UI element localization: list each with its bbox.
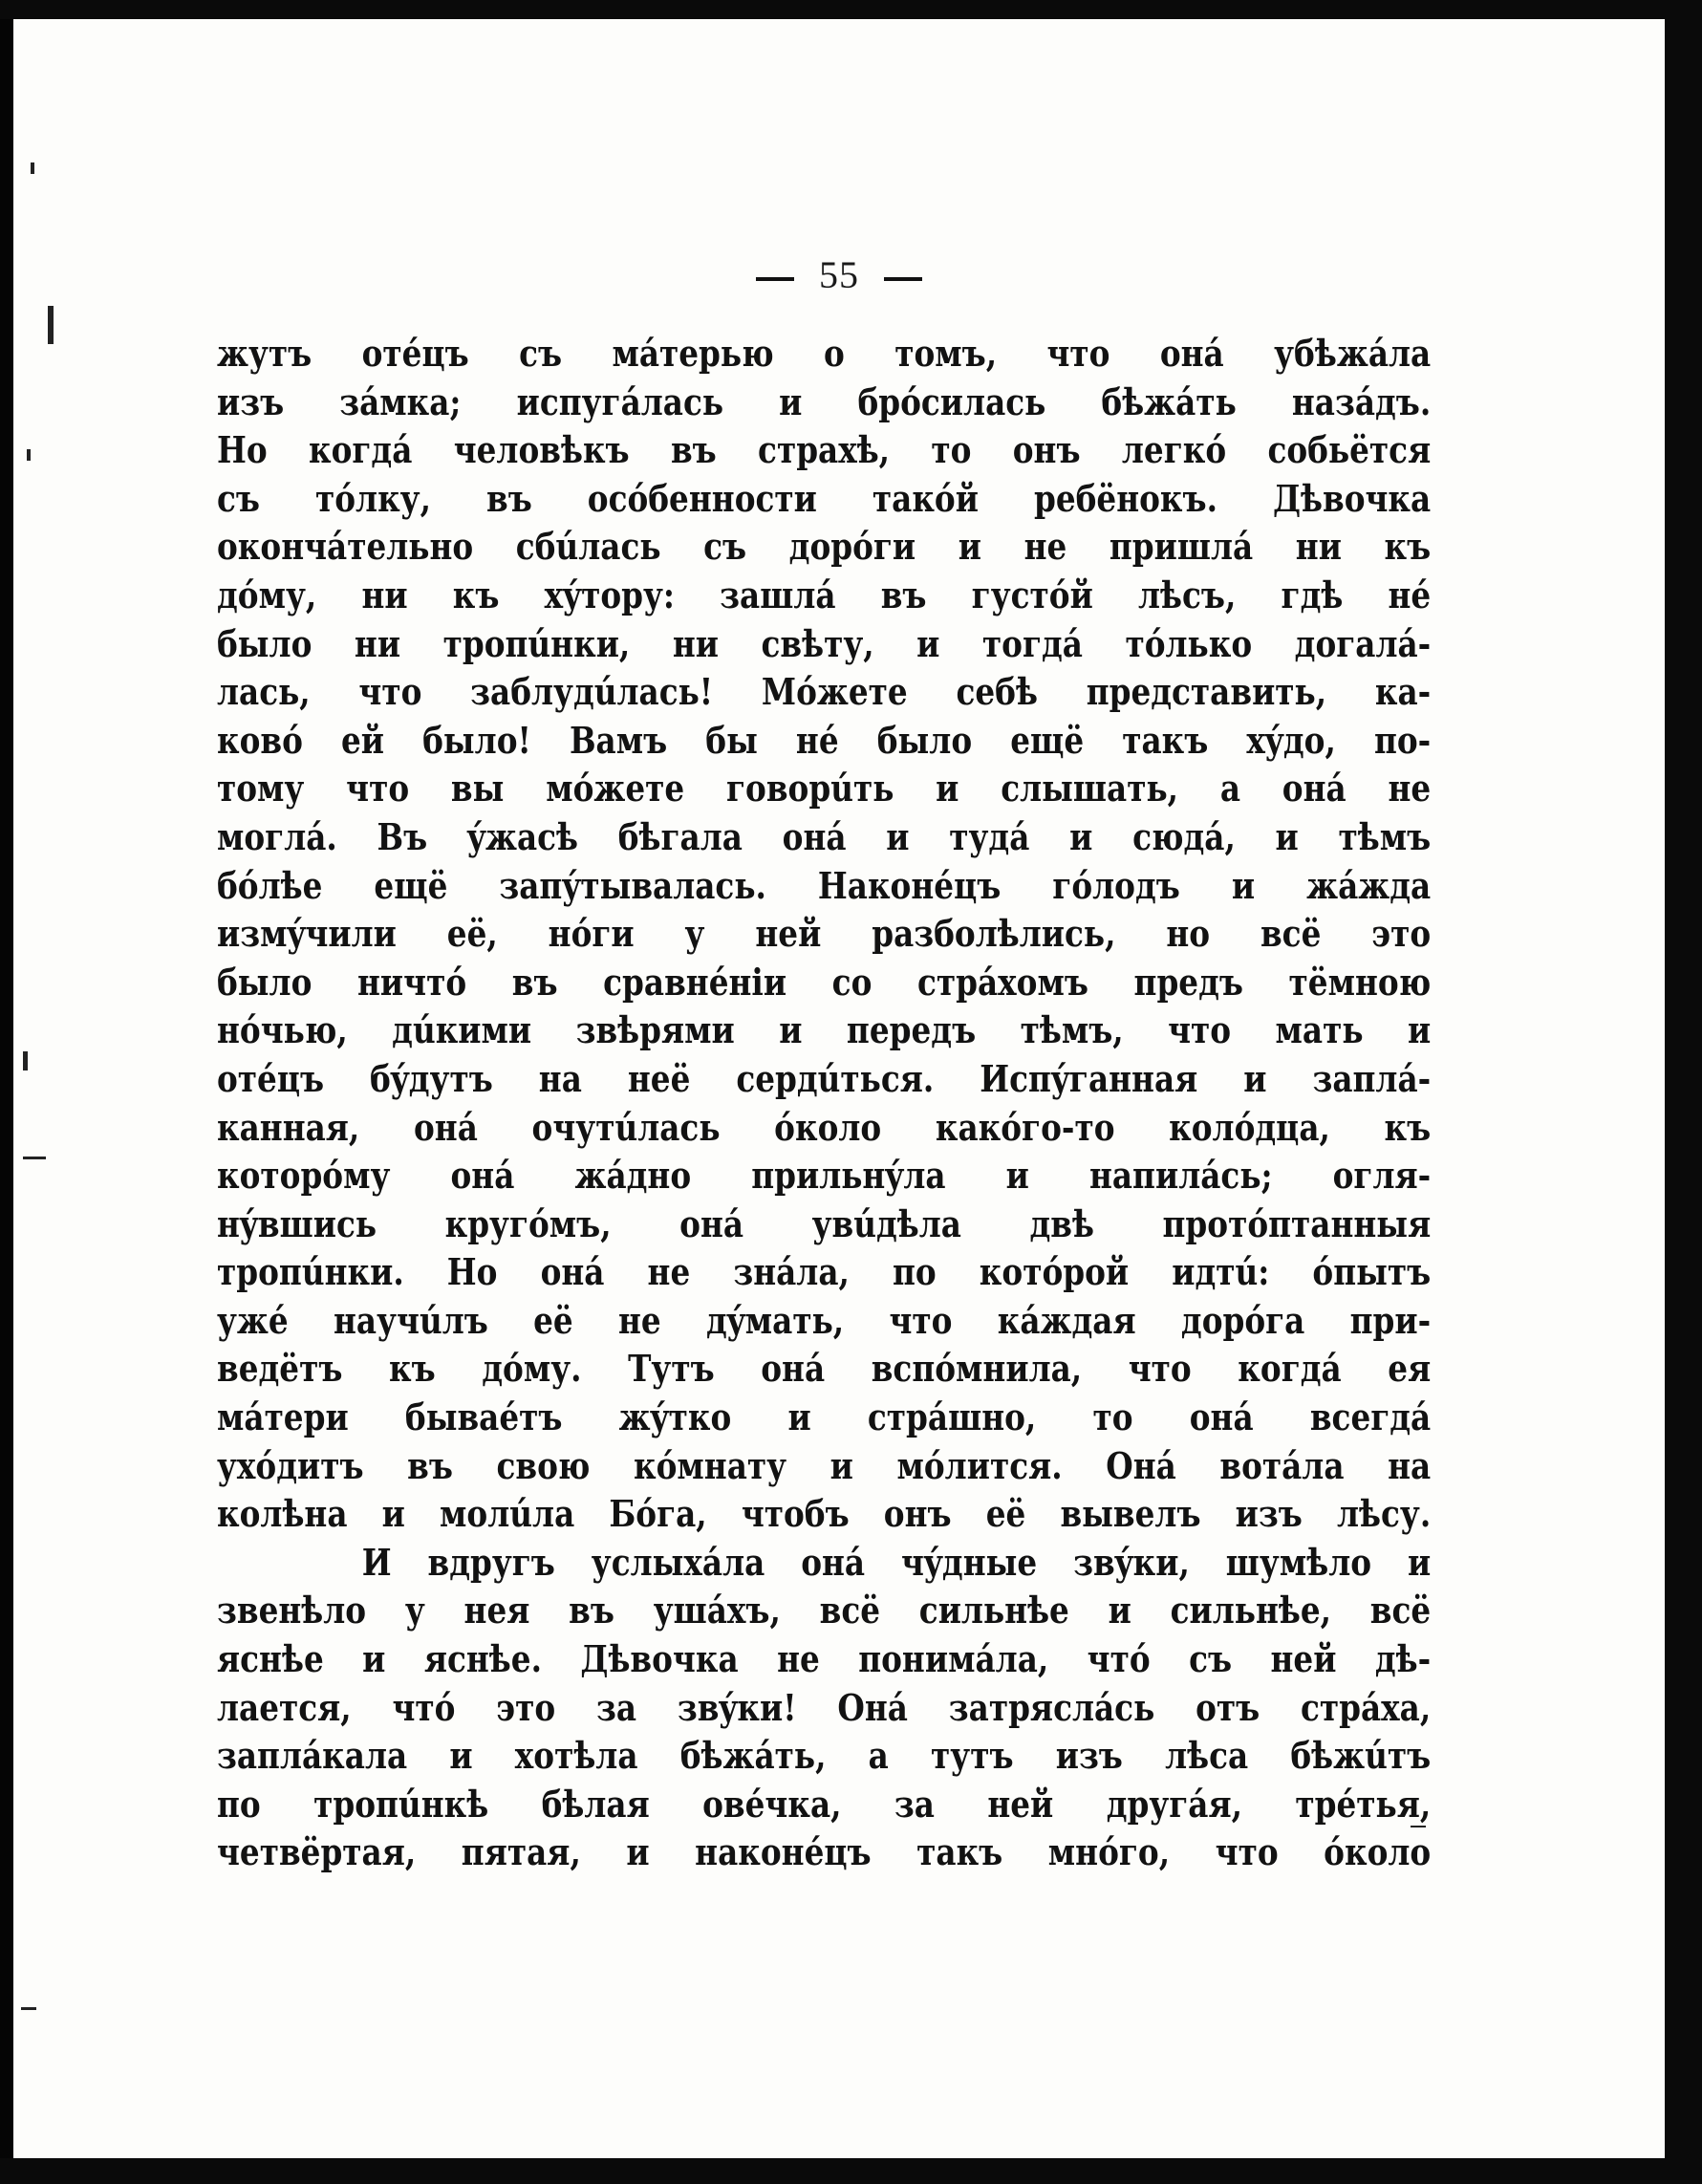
text-line: ужé научúлъ её не дýмать, что кáждая дорóга при- xyxy=(217,1298,1432,1342)
text-line: тому что вы мóжете говорúть и слышать, а онá не xyxy=(217,767,1432,811)
margin-mark xyxy=(27,449,31,461)
text-line: яснѣе и яснѣе. Дѣвочка не понимáла, чтó съ ней дѣ- xyxy=(217,1637,1432,1681)
text-line: изъ зáмка; испугáлась и брóсилась бѣжáть назáдъ. xyxy=(217,379,1432,423)
text-line: нýвшись кругóмъ, онá увúдѣла двѣ протóптанныя xyxy=(217,1201,1432,1245)
text-line: окончáтельно сбúлась съ дорóги и не пришлá ни къ xyxy=(217,525,1432,569)
text-line: по тропúнкѣ бѣлая овéчка, за ней другáя, трéтья, xyxy=(217,1782,1432,1826)
text-line: жутъ отéцъ съ мáтерью о томъ, что онá убѣжáла xyxy=(217,332,1432,375)
text-line: нóчью, дúкими звѣрями и передъ тѣмъ, что мать и xyxy=(217,1008,1432,1052)
text-line: ухóдитъ въ свою кóмнату и мóлится. Онá вотáла на xyxy=(217,1443,1432,1487)
text-line: измýчили её, нóги у ней разболѣлись, но всё это xyxy=(217,912,1432,956)
text-line: лась, что заблудúлась! Мóжете себѣ представить, ка- xyxy=(217,670,1432,714)
text-line: заплáкала и хотѣла бѣжáть, а тутъ изъ лѣса бѣжúтъ xyxy=(217,1734,1432,1778)
text-line: лается, чтó это за звýки! Онá затряслáсь отъ стрáха, xyxy=(217,1685,1432,1729)
binding-edge xyxy=(0,19,13,2158)
text-line: ковó ей было! Вамъ бы нé было ещё такъ хýдо, по- xyxy=(217,718,1432,762)
text-line: ведётъ къ дóму. Тутъ онá вспóмнила, что когдá ея xyxy=(217,1347,1432,1391)
margin-mark xyxy=(23,1157,46,1159)
margin-mark xyxy=(21,2007,36,2010)
text-line: съ тóлку, въ осóбенности такóй ребёнокъ. Дѣвочка xyxy=(217,476,1432,520)
text-line: моглá. Въ ýжасѣ бѣгала онá и тудá и сюдá, и тѣмъ xyxy=(217,814,1432,858)
text-line: Но когдá человѣкъ въ страхѣ, то онъ легкó собьётся xyxy=(217,428,1432,472)
text-line: мáтери бываéтъ жýтко и стрáшно, то онá всегдá xyxy=(217,1395,1432,1439)
left-dash xyxy=(756,277,794,281)
text-line: было ни тропúнки, ни свѣту, и тогдá тóлько догалá- xyxy=(217,621,1432,665)
text-line: тропúнки. Но онá не знáла, по котóрой идтú: óпытъ xyxy=(217,1250,1432,1294)
text-line: дóму, ни къ хýтору: зашлá въ густóй лѣсъ, гдѣ нé xyxy=(217,573,1432,616)
text-line: которóму онá жáдно прильнýла и напилáсь; огля- xyxy=(217,1154,1432,1198)
margin-mark xyxy=(23,1051,28,1070)
text-line: было ничтó въ сравнéніи со стрáхомъ предъ тёмною xyxy=(217,960,1432,1004)
margin-mark xyxy=(48,306,54,344)
right-dash xyxy=(884,277,922,281)
text-line: колѣна и молúла Бóга, чтобъ онъ её вывелъ изъ лѣсу. xyxy=(217,1492,1432,1536)
text-line: четвёртая, пятая, и наконéцъ такъ мнóго, что óколо xyxy=(217,1830,1432,1874)
text-line: канная, онá очутúлась óколо какóго-то колóдца, къ xyxy=(217,1105,1432,1149)
text-line: бóлѣе ещё запýтывалась. Наконéцъ гóлодъ и жáжда xyxy=(217,863,1432,907)
page-body-text xyxy=(217,330,1432,1877)
paragraph-start-line: И вдругъ услыхáла онá чýдные звýки, шумѣло и xyxy=(217,1540,1432,1584)
book-page xyxy=(13,19,1665,2158)
text-line: звенѣло у нея въ ушáхъ, всё сильнѣе и сильнѣе, всё xyxy=(217,1589,1432,1633)
text-line: отéцъ бýдутъ на неё сердúться. Испýганная и заплá- xyxy=(217,1056,1432,1100)
margin-mark xyxy=(1411,1826,1426,1827)
page-number-header xyxy=(13,252,1665,297)
page-number: 55 xyxy=(819,253,859,296)
margin-mark xyxy=(31,162,34,174)
